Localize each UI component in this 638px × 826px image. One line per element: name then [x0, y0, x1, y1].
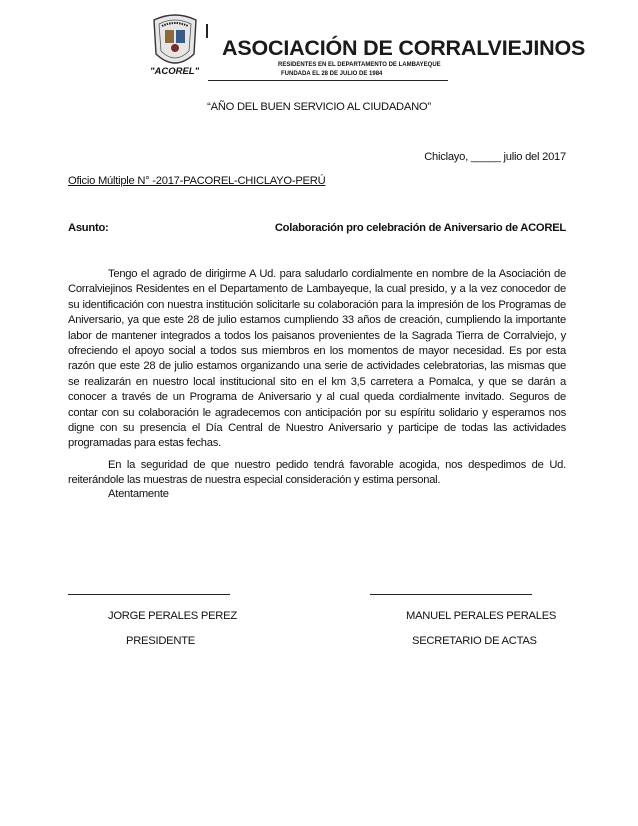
- oficio-number: Oficio Múltiple N° -2017-PACOREL-CHICLAYO-PERÚ: [68, 175, 326, 187]
- header-divider-bar: [206, 24, 208, 38]
- seal-label: "ACOREL": [150, 66, 200, 77]
- org-subtitle-residence: RESIDENTES EN EL DEPARTAMENTO DE LAMBAYEQUE: [278, 62, 441, 68]
- closing-phrase: Atentamente: [108, 488, 169, 500]
- acorel-seal-logo: [148, 14, 202, 74]
- body-paragraph: En la seguridad de que nuestro pedido tendrá favorable acogida, nos despedimos de Ud. reiterándole las muestras de nuestra especial consideración y estima personal.: [68, 458, 566, 487]
- header-underline: [208, 80, 448, 81]
- subject-label: Asunto:: [68, 222, 109, 234]
- year-motto: “AÑO DEL BUEN SERVICIO AL CIUDADANO”: [207, 101, 431, 113]
- signature-line-left: [68, 594, 230, 595]
- signatory-role-president: PRESIDENTE: [126, 635, 195, 647]
- signature-line-right: [370, 594, 532, 595]
- subject-text: Colaboración pro celebración de Aniversario de ACOREL: [274, 222, 566, 234]
- org-name: ASOCIACIÓN DE CORRALVIEJINOS: [222, 36, 586, 60]
- signatory-role-secretary: SECRETARIO DE ACTAS: [412, 635, 537, 647]
- org-subtitle-founded: FUNDADA EL 28 DE JULIO DE 1984: [281, 71, 383, 77]
- signatory-name-secretary: MANUEL PERALES PERALES: [406, 610, 557, 622]
- letter-body: [68, 267, 566, 489]
- date-line: Chiclayo, _____ julio del 2017: [424, 151, 566, 163]
- signatory-name-president: JORGE PERALES PEREZ: [108, 610, 237, 622]
- body-paragraph: Tengo el agrado de dirigirme A Ud. para saludarlo cordialmente en nombre de la Asociación de Corralviejinos Residentes en el Departamento de Lambayeque, la cual presido, y a la vez conocedor de su identificación con nuestra institución solicitarle su colaboración para la impresión de los Programas de Aniversario, ya que este 28 de julio estamos cumpliendo 33 años de creación, cumpliendo la importante labor de mantener integrados a todos los paisanos provenientes de la Sagrada Tierra de Corralviejo, y ofreciendo el apoyo social a todos sus miembros en los momentos de mayor necesidad. Es por esta razón que este 28 de julio estamos organizando una serie de actividades celebratorias, las mismas que se realizarán en nuestro local institucional sito en el km 3,5 carretera a Pomalca, y que se darán a conocer a través de un Programa de Aniversario y al cual queda cordialmente invitado. Seguros de contar con su colaboración le agradecemos con anticipación por su espíritu solidario y esperamos nos digne con su presencia el Día Central de Nuestro Aniversario y participe de todas las actividades programadas para estas fechas.: [68, 268, 566, 450]
